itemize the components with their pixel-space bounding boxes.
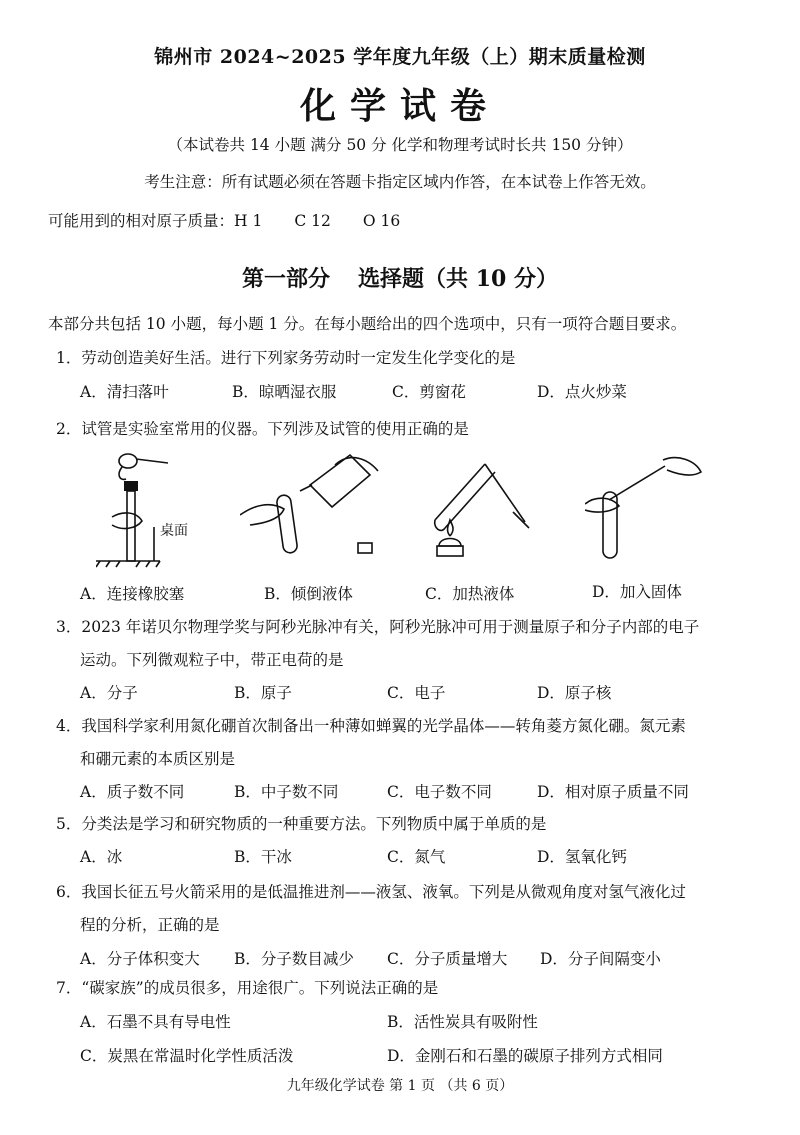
question-7-option-a: A．石墨不具有导电性	[80, 1013, 231, 1031]
question-5-option-b: B．干冰	[234, 848, 292, 866]
section-title	[0, 262, 800, 293]
question-2-option-c: C．加热液体	[425, 585, 515, 603]
question-1-option-b: B．晾晒湿衣服	[232, 383, 337, 401]
question-3-option-c: C．电子	[387, 684, 446, 702]
question-4-option-d: D．相对原子质量不同	[537, 783, 689, 801]
figure-b-pouring-liquid	[240, 445, 390, 565]
atomic-mass-c: C 12	[294, 212, 331, 230]
page-footer: 九年级化学试卷 第 1 页 （共 6 页）	[286, 1078, 514, 1094]
exam-header: 锦州市 2024~2025 学年度九年级（上）期末质量检测	[154, 46, 646, 68]
atomic-mass-h: H 1	[234, 212, 263, 230]
question-6-option-b: B．分子数目减少	[234, 950, 354, 968]
section-title-name: 选择题（共 10 分）	[358, 266, 558, 292]
question-5-option-d: D．氢氧化钙	[537, 848, 627, 866]
section-instruction: 本部分共包括 10 小题，每小题 1 分。在每小题给出的四个选项中，只有一项符合题目要求。	[48, 315, 687, 333]
question-1-option-c: C．剪窗花	[392, 383, 466, 401]
question-4-option-a: A．质子数不同	[80, 783, 185, 801]
question-6-option-c: C．分子质量增大	[387, 950, 508, 968]
atomic-mass-o: O 16	[362, 212, 401, 230]
question-4-option-b: B．中子数不同	[234, 783, 339, 801]
exam-info: （本试卷共 14 小题 满分 50 分 化学和物理考试时长共 150 分钟）	[167, 136, 633, 154]
figure-a-rubber-stopper	[96, 445, 206, 570]
question-6-stem-line1: 6．我国长征五号火箭采用的是低温推进剂——液氢、液氧。下列是从微观角度对氢气液化过	[56, 883, 686, 901]
question-3-stem-line1: 3．2023 年诺贝尔物理学奖与阿秒光脉冲有关，阿秒光脉冲可用于测量原子和分子内部的电子	[56, 618, 700, 636]
question-5-option-a: A．冰	[80, 848, 123, 866]
question-2-option-b: B．倾倒液体	[264, 585, 353, 603]
question-2-option-d: D．加入固体	[592, 583, 682, 601]
question-5-stem: 5．分类法是学习和研究物质的一种重要方法。下列物质中属于单质的是	[56, 815, 547, 833]
page-title: 化学试卷	[299, 85, 500, 127]
question-3-option-d: D．原子核	[537, 684, 612, 702]
question-3-stem-line2: 运动。下列微观粒子中，带正电荷的是	[80, 651, 344, 669]
question-7-option-b: B．活性炭具有吸附性	[387, 1013, 538, 1031]
question-2-stem: 2．试管是实验室常用的仪器。下列涉及试管的使用正确的是	[56, 420, 469, 438]
question-5-option-c: C．氮气	[387, 848, 446, 866]
exam-notice: 考生注意：所有试题必须在答题卡指定区域内作答，在本试卷上作答无效。	[144, 173, 656, 191]
question-4-stem-line2: 和硼元素的本质区别是	[80, 750, 236, 768]
question-7-option-d: D．金刚石和石墨的碳原子排列方式相同	[387, 1047, 663, 1065]
question-6-option-a: A．分子体积变大	[80, 950, 200, 968]
figure-c-heating-liquid	[425, 450, 545, 565]
question-2-option-a: A．连接橡胶塞	[80, 585, 185, 603]
question-4-stem-line1: 4．我国科学家利用氮化硼首次制备出一种薄如蝉翼的光学晶体——转角菱方氮化硼。氮元素	[56, 717, 686, 735]
question-3-option-a: A．分子	[80, 684, 138, 702]
question-3-option-b: B．原子	[234, 684, 292, 702]
question-1-option-a: A．清扫落叶	[80, 383, 169, 401]
question-7-option-c: C．炭黑在常温时化学性质活泼	[80, 1047, 294, 1065]
question-4-option-c: C．电子数不同	[387, 783, 492, 801]
section-title-part: 第一部分	[242, 266, 331, 292]
atomic-mass-label: 可能用到的相对原子质量：	[48, 212, 235, 230]
question-7-stem: 7．“碳家族”的成员很多，用途很广。下列说法正确的是	[56, 979, 439, 997]
question-6-option-d: D．分子间隔变小	[540, 950, 661, 968]
figure-d-adding-solid	[585, 452, 715, 562]
figure-a-label-desk: 桌面	[160, 523, 188, 539]
question-6-stem-line2: 程的分析，正确的是	[80, 916, 220, 934]
question-1-option-d: D．点火炒菜	[537, 383, 627, 401]
atomic-mass-line	[48, 209, 400, 231]
question-1-stem: 1．劳动创造美好生活。进行下列家务劳动时一定发生化学变化的是	[56, 349, 516, 367]
